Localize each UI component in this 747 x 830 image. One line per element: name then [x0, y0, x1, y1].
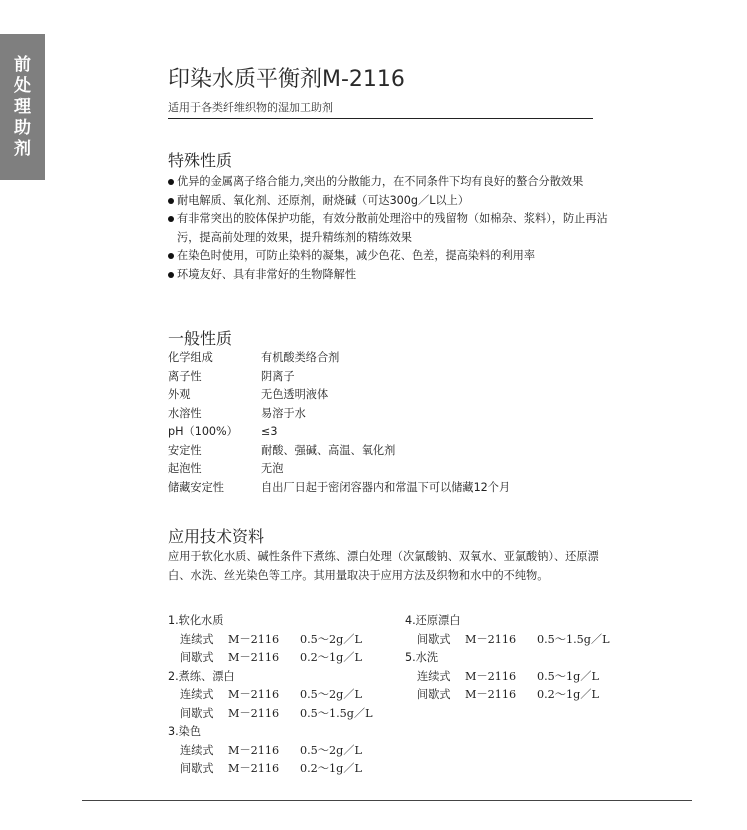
property-row — [168, 442, 510, 461]
property-key: 起泡性 — [168, 462, 202, 475]
general-properties-heading: 一般性质 — [168, 329, 233, 348]
usage-dose: 0.5～2g／L — [300, 743, 362, 757]
property-row — [168, 479, 510, 498]
usage-row — [405, 686, 610, 705]
usage-row — [405, 631, 610, 650]
usage-mode: 间歇式 — [180, 706, 214, 720]
usage-product: M－2116 — [228, 762, 280, 775]
usage-product: M－2116 — [228, 743, 280, 757]
property-value: 有机酸类络合剂 — [261, 351, 340, 364]
usage-group-title: 3.染色 — [168, 725, 202, 738]
side-tab-char: 处 — [14, 75, 31, 96]
feature-item: 在染色时使用，可防止染料的凝集，减少色花、色差，提高染料的利用率 — [168, 247, 618, 266]
property-value: 无泡 — [261, 462, 284, 475]
footer-divider — [82, 800, 692, 801]
usage-product: M－2116 — [228, 706, 280, 720]
usage-product: M－2116 — [228, 651, 280, 664]
usage-product: M－2116 — [465, 632, 517, 646]
usage-mode: 间歇式 — [180, 762, 214, 775]
side-tab-char: 助 — [14, 117, 31, 138]
property-key: 安定性 — [168, 443, 202, 457]
property-value: 自出厂日起于密闭容器内和常温下可以储藏12个月 — [261, 480, 511, 494]
property-value: 耐酸、强碱、高温、氧化剂 — [261, 443, 396, 457]
usage-product: M－2116 — [465, 688, 517, 701]
feature-item: 优异的金属离子络合能力,突出的分散能力，在不同条件下均有良好的螯合分散效果 — [168, 173, 618, 192]
usage-dose: 0.2～1g／L — [300, 651, 362, 664]
side-tab-char: 理 — [14, 96, 31, 117]
property-key: pH（100%） — [168, 425, 238, 438]
usage-product: M－2116 — [228, 688, 280, 701]
product-subtitle: 适用于各类纤维织物的湿加工助剂 — [168, 101, 333, 114]
usage-product: M－2116 — [465, 669, 517, 683]
property-key: 水溶性 — [168, 406, 202, 420]
usage-dose: 0.5～2g／L — [300, 632, 362, 646]
usage-group-title: 1.软化水质 — [168, 614, 224, 627]
category-side-tab — [0, 34, 45, 180]
usage-right-column — [405, 612, 610, 705]
usage-row — [168, 760, 373, 779]
usage-dose: 0.2～1g／L — [300, 762, 362, 775]
side-tab-char: 剂 — [14, 138, 31, 159]
property-row — [168, 386, 510, 405]
usage-row — [168, 686, 373, 705]
usage-row — [168, 742, 373, 761]
usage-left-column — [168, 612, 373, 779]
usage-dose: 0.5～1.5g／L — [537, 632, 610, 646]
usage-mode: 间歇式 — [417, 632, 451, 646]
special-properties-heading: 特殊性质 — [168, 151, 233, 170]
usage-dose: 0.2～1g／L — [537, 688, 599, 701]
usage-dose: 0.5～2g／L — [300, 688, 362, 701]
usage-mode: 连续式 — [180, 743, 214, 757]
usage-mode: 连续式 — [180, 632, 214, 646]
property-value: 易溶于水 — [261, 406, 306, 420]
property-key: 离子性 — [168, 369, 202, 383]
application-description: 应用于软化水质、碱性条件下煮练、漂白处理（次氯酸钠、双氧水、亚氯酸钠）、还原漂白、水洗、丝光染色等工序。其用量取决于应用方法及织物和水中的不纯物。 — [168, 550, 599, 582]
feature-item: 环境友好、具有非常好的生物降解性 — [168, 266, 618, 285]
property-value: 阴离子 — [261, 369, 295, 383]
usage-row — [168, 705, 373, 724]
usage-mode: 连续式 — [180, 688, 214, 701]
usage-row — [168, 649, 373, 668]
product-title: 印染水质平衡剂M-2116 — [168, 67, 405, 92]
usage-dose: 0.5～1g／L — [537, 669, 599, 683]
property-row — [168, 405, 510, 424]
application-heading: 应用技术资料 — [168, 527, 265, 546]
usage-mode: 间歇式 — [180, 651, 214, 664]
property-value: ≤3 — [261, 425, 278, 438]
title-divider — [168, 118, 593, 119]
property-key: 外观 — [168, 388, 191, 401]
property-value: 无色透明液体 — [261, 388, 329, 401]
property-key: 化学组成 — [168, 351, 213, 364]
side-tab-char: 前 — [14, 54, 31, 75]
property-row — [168, 368, 510, 387]
usage-product: M－2116 — [228, 632, 280, 646]
usage-group-title: 2.煮练、漂白 — [168, 669, 235, 683]
usage-mode: 连续式 — [417, 669, 451, 683]
usage-group-title: 5.水洗 — [405, 651, 439, 664]
usage-row — [168, 631, 373, 650]
feature-item: 耐电解质、氧化剂、还原剂，耐烧碱（可达300g／L以上） — [168, 192, 618, 211]
usage-row — [405, 668, 610, 687]
property-row — [168, 349, 510, 368]
property-key: 储藏安定性 — [168, 480, 224, 494]
usage-dose: 0.5～1.5g／L — [300, 706, 373, 720]
usage-group-title: 4.还原漂白 — [405, 614, 461, 627]
special-properties-list — [168, 173, 618, 284]
general-properties-table — [168, 349, 510, 497]
property-row — [168, 460, 510, 479]
usage-mode: 间歇式 — [417, 688, 451, 701]
feature-item: 有非常突出的胶体保护功能，有效分散前处理浴中的残留物（如棉杂、浆料），防止再沾污，提高前处理的效果，提升精练剂的精练效果 — [168, 210, 618, 247]
property-row — [168, 423, 510, 442]
